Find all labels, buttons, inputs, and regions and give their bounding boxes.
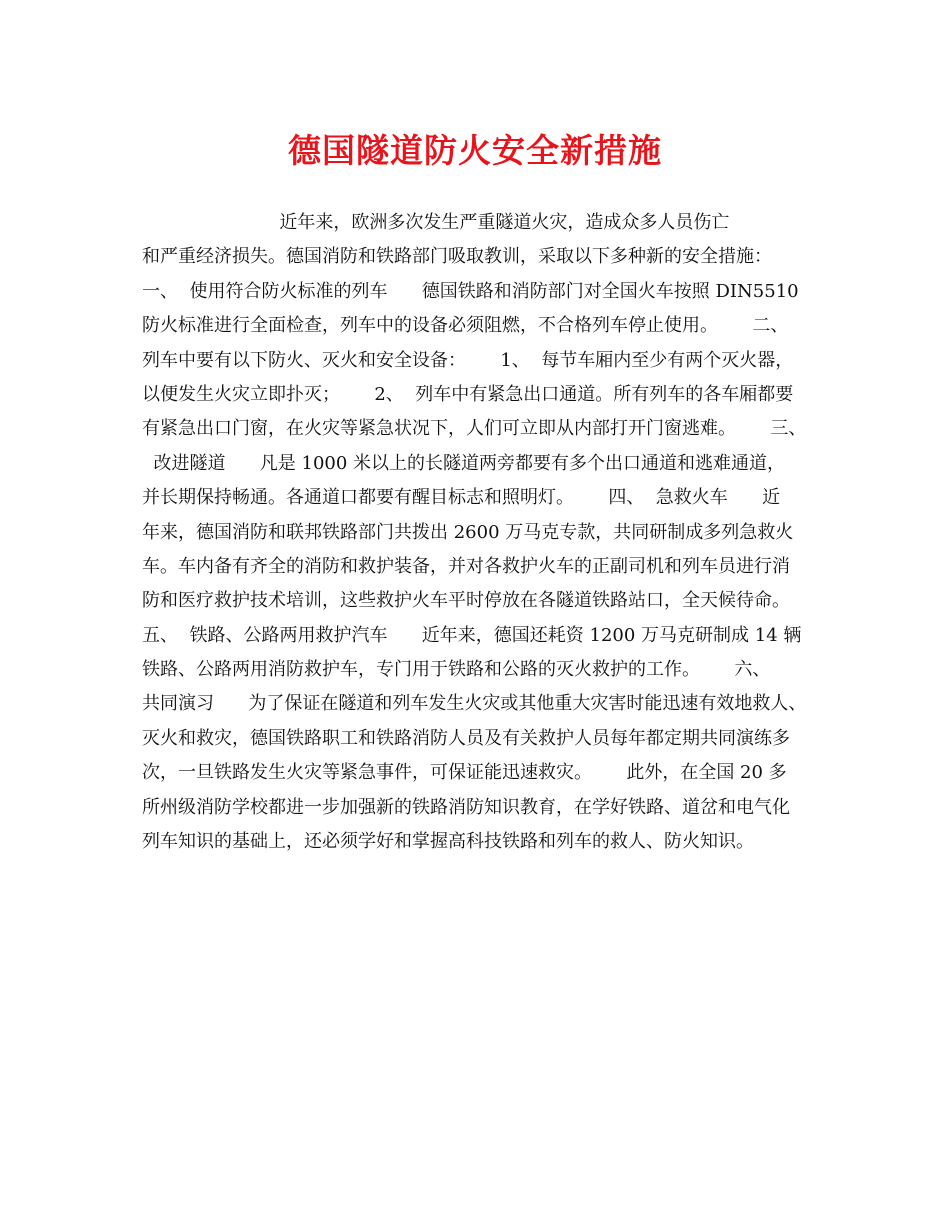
body-line: 防和医疗救护技术培训，这些救护火车平时停放在各隧道铁路站口，全天候待命。 [142,590,790,612]
document-title: 德国隧道防火安全新措施 [288,131,662,170]
body-line: 灭火和救灾，德国铁路职工和铁路消防人员及有关救护人员每年都定期共同演练多 [142,727,790,749]
document-body [142,206,832,859]
body-line: 年来，德国消防和联邦铁路部门共拨出 2600 万马克专款，共同研制成多列急救火 [142,521,794,543]
body-line: 列车中要有以下防火、灭火和安全设备： 1、 每节车厢内至少有两个灭火器， [142,349,794,371]
body-line: 一、 使用符合防火标准的列车 德国铁路和消防部门对全国火车按照 DIN5510 [142,280,799,302]
body-line: 车。车内备有齐全的消防和救护装备，并对各救护火车的正副司机和列车员进行消 [142,555,790,577]
body-line: 次，一旦铁路发生火灾等紧急事件，可保证能迅速救灾。 此外，在全国 20 多 [142,762,787,784]
body-line: 近年来，欧洲多次发生严重隧道火灾，造成众多人员伤亡 [142,212,730,233]
body-line: 防火标准进行全面检查，列车中的设备必须阻燃，不合格列车停止使用。 二、 [142,315,789,337]
body-line: 和严重经济损失。德国消防和铁路部门吸取教训，采取以下多种新的安全措施： [142,246,772,268]
body-line: 改进隧道 凡是 1000 米以上的长隧道两旁都要有多个出口通道和逃难通道， [142,452,786,474]
body-line: 以便发生火灾立即扑灭； 2、 列车中有紧急出口通道。所有列车的各车厢都要 [142,383,794,405]
body-line: 共同演习 为了保证在隧道和列车发生火灾或其他重大灾害时能迅速有效地救人、 [142,693,807,715]
body-line: 五、 铁路、公路两用救护汽车 近年来，德国还耗资 1200 万马克研制成 14 辆 [142,624,802,646]
body-line: 有紧急出口门窗，在火灾等紧急状况下，人们可立即从内部打开门窗逃难。 三、 [142,418,807,440]
body-line: 铁路、公路两用消防救护车，专门用于铁路和公路的灭火救护的工作。 六、 [142,659,771,681]
body-line: 列车知识的基础上，还必须学好和掌握高科技铁路和列车的救人、防火知识。 [142,831,754,853]
body-line: 并长期保持畅通。各通道口都要有醒目标志和照明灯。 四、 急救火车 近 [142,487,781,509]
body-line: 所州级消防学校都进一步加强新的铁路消防知识教育，在学好铁路、道岔和电气化 [142,796,790,818]
